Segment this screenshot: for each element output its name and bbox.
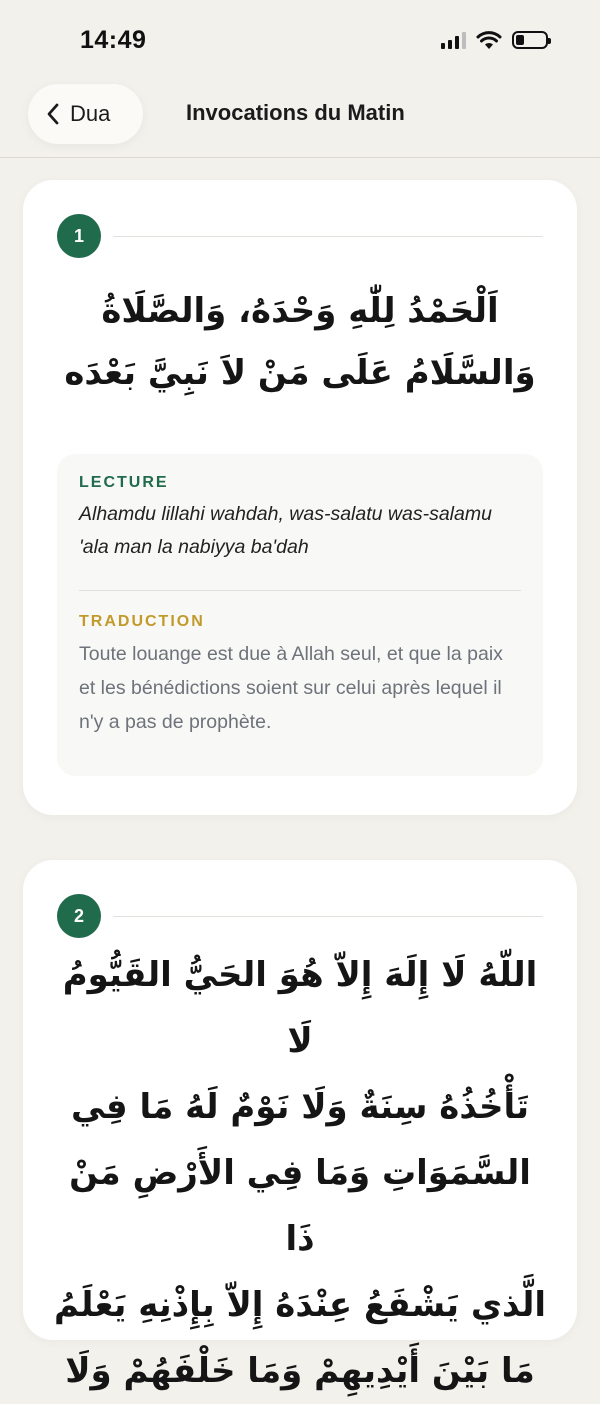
nav-bar bbox=[0, 80, 600, 158]
cellular-signal-icon bbox=[441, 31, 466, 49]
arabic-line: مَا بَيْنَ أَيْدِيهِمْ وَمَا خَلْفَهُمْ وَلَا bbox=[65, 1351, 535, 1391]
page-title: Invocations du Matin bbox=[186, 100, 405, 125]
arabic-line: وَالسَّلَامُ عَلَى مَنْ لاَ نَبِيَّ بَعْدَه bbox=[64, 353, 536, 393]
back-button-label: Dua bbox=[70, 101, 111, 126]
dua-card-header bbox=[57, 894, 543, 938]
arabic-text bbox=[53, 942, 547, 1404]
status-icons bbox=[441, 30, 548, 50]
translation-label: TRADUCTION bbox=[79, 613, 205, 630]
reading-label: LECTURE bbox=[79, 474, 169, 491]
status-bar bbox=[0, 0, 600, 80]
arabic-line: اللّهُ لَا إِلَهَ إِلاّ هُوَ الحَيُّ القَيُّومُ لَا bbox=[62, 955, 538, 1061]
dua-card-header bbox=[57, 214, 543, 258]
header-divider bbox=[113, 916, 543, 917]
chevron-left-icon bbox=[46, 102, 60, 126]
arabic-line: تَأْخُذُهُ سِنَةٌ وَلَا نَوْمٌ لَهُ مَا فِي bbox=[70, 1087, 530, 1127]
details-divider bbox=[79, 590, 521, 591]
arabic-line: الَّذي يَشْفَعُ عِنْدَهُ إِلاّ بِإِذْنِهِ يَعْلَمُ bbox=[53, 1285, 547, 1325]
dua-card bbox=[23, 860, 577, 1391]
header-divider bbox=[113, 236, 543, 237]
dua-card bbox=[23, 180, 577, 815]
arabic-line: اَلْحَمْدُ لِلّٰهِ وَحْدَهُ، وَالصَّلَاةُ bbox=[101, 291, 499, 331]
status-time: 14:49 bbox=[80, 25, 147, 54]
reading-text: Alhamdu lillahi wahdah, was-salatu was-salamu 'ala man la nabiyya ba'dah bbox=[79, 503, 492, 558]
battery-icon bbox=[512, 31, 548, 49]
back-button[interactable] bbox=[28, 84, 143, 144]
arabic-line: السَّمَوَاتِ وَمَا فِي الأَرْضِ مَنْ ذَا bbox=[69, 1153, 531, 1259]
dua-number-badge: 1 bbox=[57, 214, 101, 258]
wifi-icon bbox=[476, 30, 502, 50]
translation-text: Toute louange est due à Allah seul, et que la paix et les bénédictions soient sur celui après lequel il n'y a pas de prophète. bbox=[79, 643, 503, 733]
dua-number-badge: 2 bbox=[57, 894, 101, 938]
dua-details bbox=[57, 454, 543, 776]
arabic-text bbox=[53, 280, 547, 404]
